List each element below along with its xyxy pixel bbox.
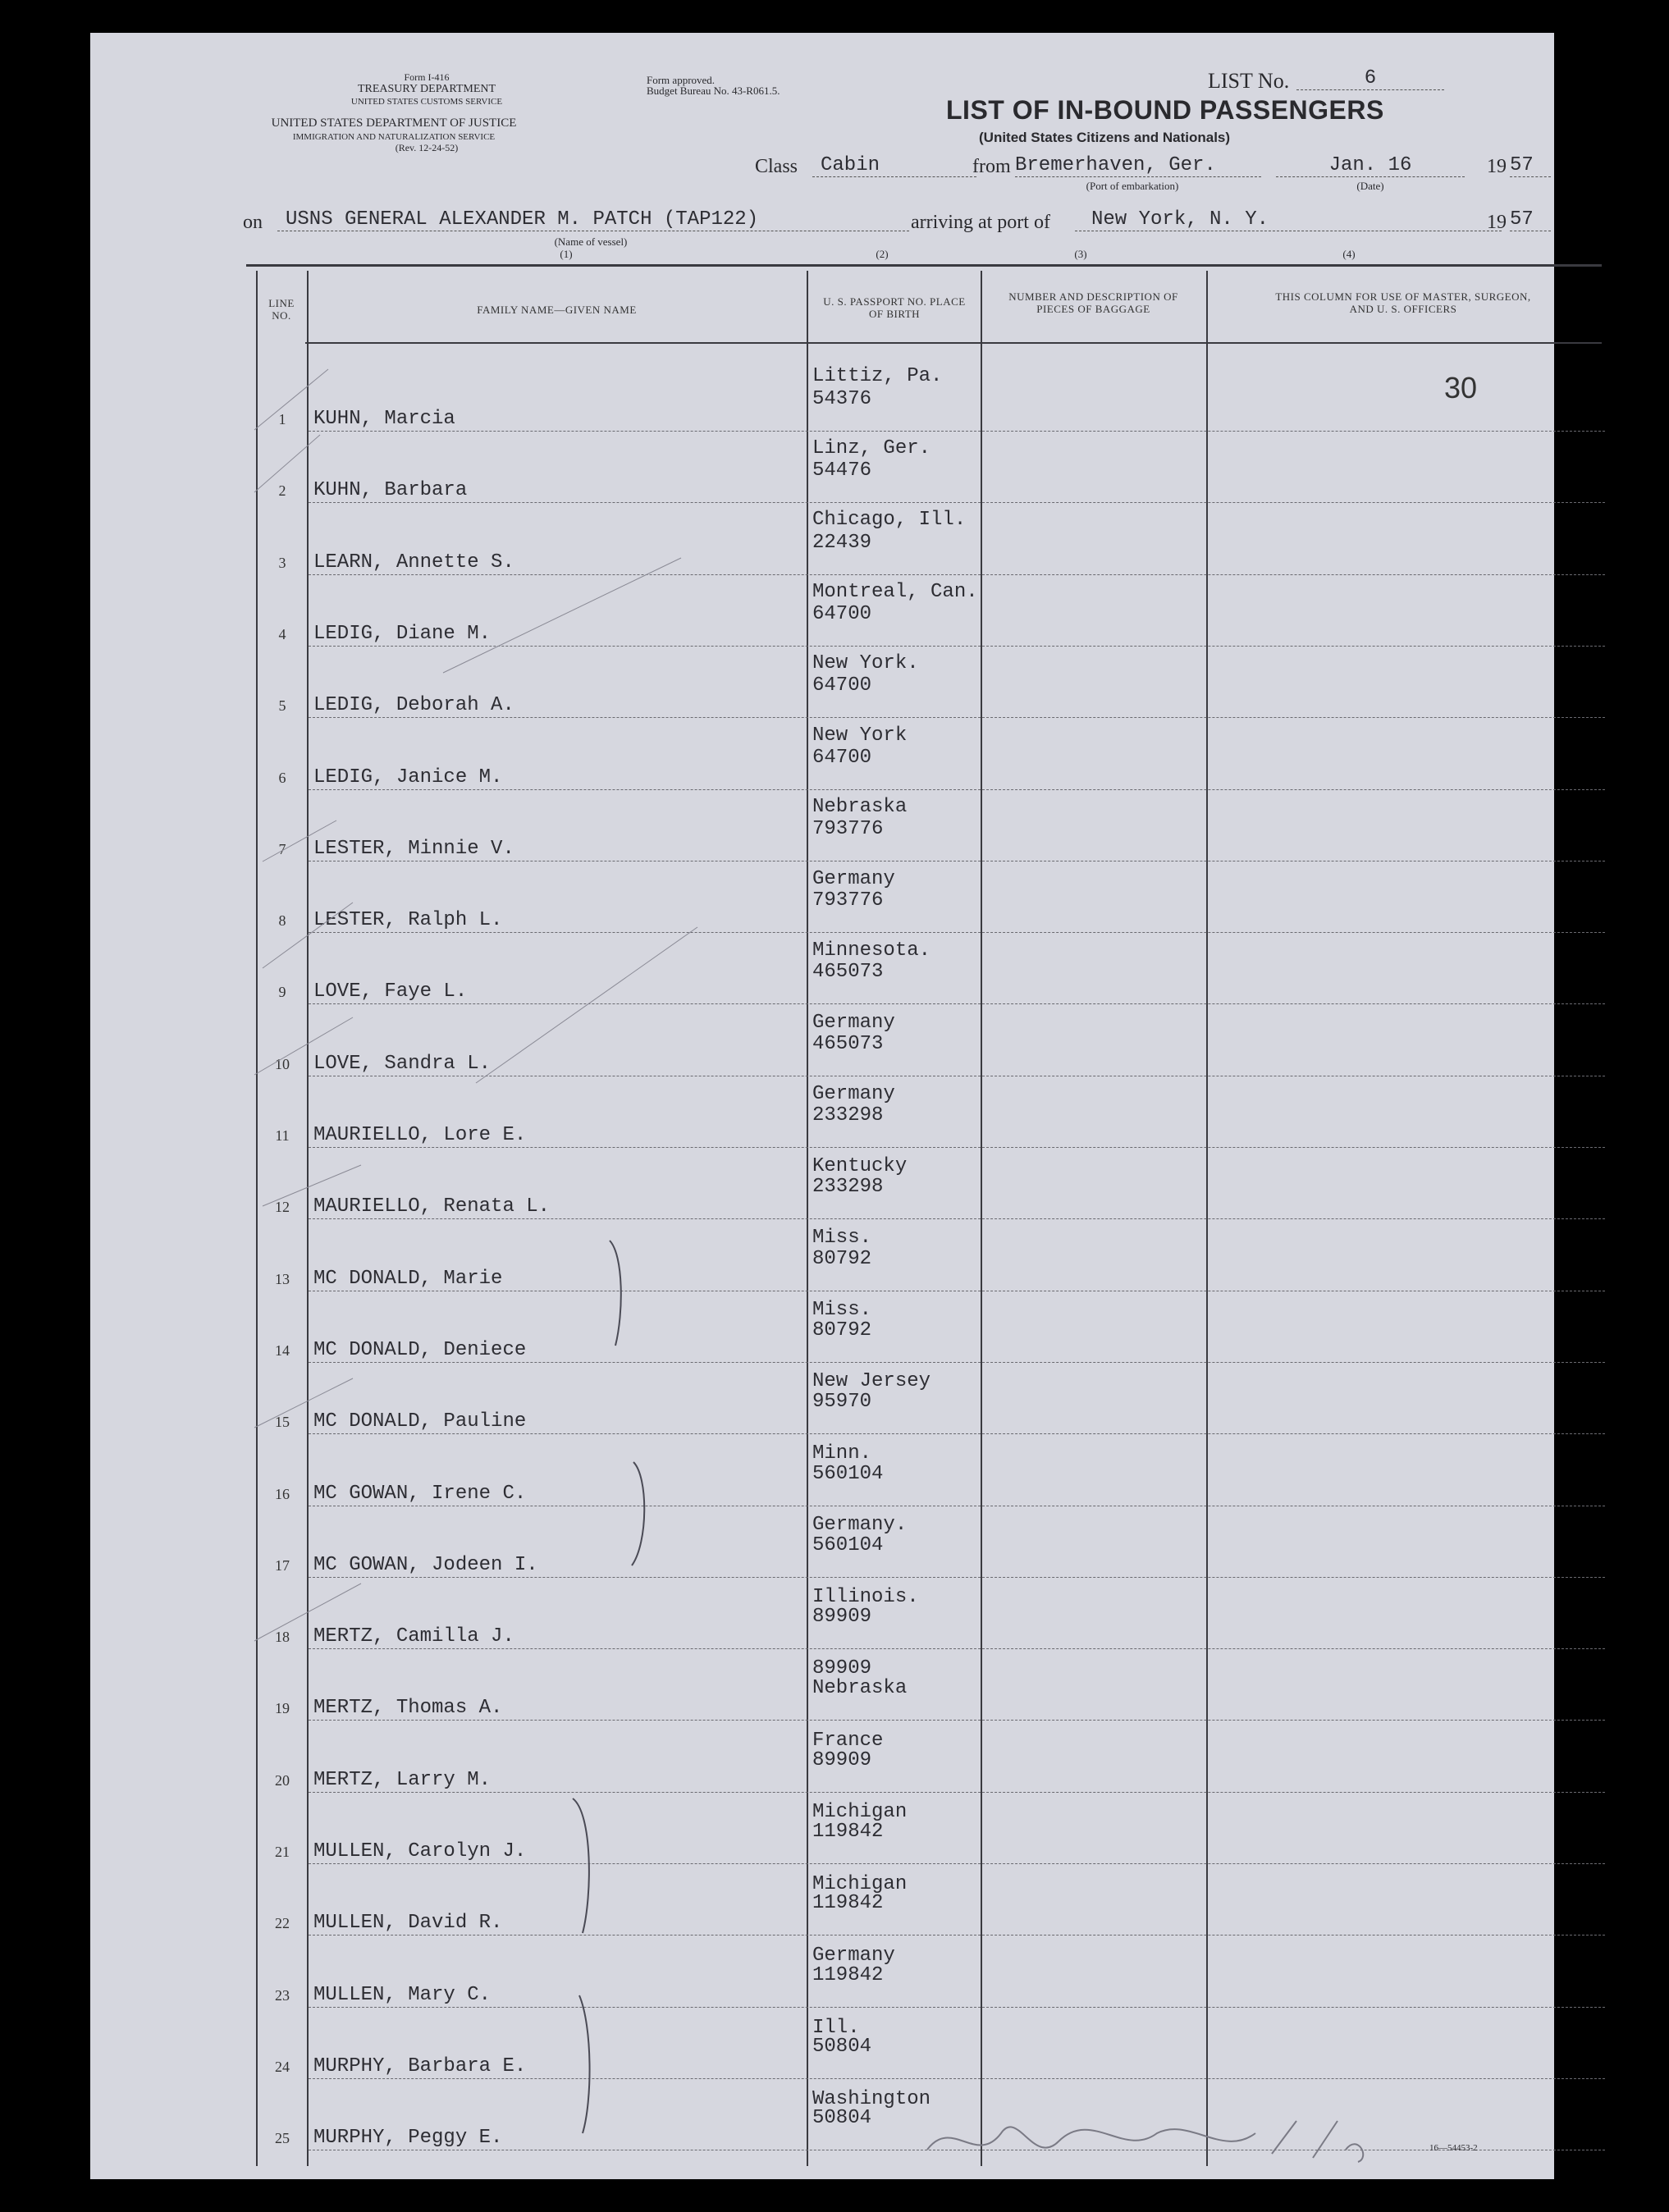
year-prefix-1: 19 (1487, 156, 1507, 177)
line-number: 1 (278, 411, 286, 427)
passport-bottom-line: 50804 (812, 2035, 872, 2058)
passenger-name: LEARN, Annette S. (313, 551, 514, 574)
passport-bottom-line: 54376 (812, 388, 872, 410)
passenger-name: MERTZ, Thomas A. (313, 1697, 503, 1720)
customs-service: UNITED STATES CUSTOMS SERVICE (350, 97, 503, 107)
passenger-name: MULLEN, Carolyn J. (313, 1840, 527, 1862)
passport-top-line: New Jersey (812, 1370, 931, 1392)
from-label: from (972, 156, 1011, 177)
handwriting-marks (90, 33, 1554, 2179)
port-of-embarkation: Bremerhaven, Ger. (1015, 154, 1261, 177)
line-number: 16 (275, 1485, 290, 1502)
passport-bottom-line: 95970 (812, 1391, 872, 1414)
list-no-label: LIST No. (1208, 69, 1290, 93)
page-subtitle: (United States Citizens and Nationals) (979, 130, 1231, 145)
passport-bottom-line: 64700 (812, 674, 872, 697)
form-approved: Form approved. (647, 74, 716, 86)
justice-dept: UNITED STATES DEPARTMENT OF JUSTICE (271, 117, 517, 130)
line-number: 18 (275, 1629, 290, 1646)
passport-top-line: Minnesota. (812, 939, 931, 962)
passport-top-line: Illinois. (812, 1585, 919, 1608)
col-header-line-no: LINE NO. (268, 297, 295, 322)
line-number: 21 (275, 1844, 290, 1860)
passenger-name: MC GOWAN, Jodeen I. (313, 1553, 538, 1576)
line-number: 5 (278, 697, 286, 715)
line-number: 19 (275, 1700, 290, 1717)
passenger-name: MAURIELLO, Lore E. (313, 1124, 527, 1146)
passport-top-line: 89909 (812, 1657, 872, 1680)
passenger-list-page (90, 33, 1554, 2179)
line-number: 6 (278, 769, 286, 786)
class-value: Cabin (812, 154, 976, 177)
line-number: 22 (275, 1915, 290, 1932)
signature (927, 2121, 1363, 2162)
passenger-name: MURPHY, Peggy E. (313, 2127, 503, 2150)
arrival-port: New York, N. Y. (1075, 208, 1502, 231)
budget-bureau: Budget Bureau No. 43-R061.5. (647, 85, 780, 97)
col-header-name: FAMILY NAME—GIVEN NAME (477, 304, 637, 316)
line-number: 12 (275, 1199, 290, 1216)
passenger-name: KUHN, Marcia (313, 408, 455, 430)
col-num-3: (3) (1074, 248, 1087, 260)
year-1: 57 (1510, 154, 1551, 177)
passenger-name: MAURIELLO, Renata L. (313, 1195, 551, 1218)
line-number: 2 (278, 482, 286, 500)
passenger-name: MERTZ, Camilla J. (313, 1625, 514, 1648)
revision-date: (Rev. 12-24-52) (395, 142, 459, 153)
passport-top-line: Germany (812, 1011, 895, 1034)
list-no-value: 6 (1296, 67, 1444, 90)
passport-bottom-line: 22439 (812, 531, 872, 554)
passport-bottom-line: 89909 (812, 1606, 872, 1629)
on-label: on (243, 212, 263, 233)
passport-top-line: New York (812, 724, 908, 747)
passport-bottom-line: 233298 (812, 1104, 884, 1127)
passport-bottom-line: 50804 (812, 2107, 872, 2130)
line-number: 23 (275, 1986, 290, 2004)
port-embark-caption: (Port of embarkation) (1086, 180, 1179, 192)
passport-top-line: Linz, Ger. (812, 436, 931, 459)
col-header-baggage: NUMBER AND DESCRIPTION OF PIECES OF BAGGAGE (1008, 290, 1178, 315)
passenger-name: LESTER, Minnie V. (313, 837, 514, 860)
passport-bottom-line: Nebraska (812, 1677, 908, 1700)
officer-note: 30 (1444, 371, 1478, 404)
arriving-label: arriving at port of (911, 212, 1050, 233)
passenger-name: MC DONALD, Marie (313, 1267, 503, 1290)
col-num-2: (2) (876, 248, 889, 260)
passport-bottom-line: 119842 (812, 1892, 884, 1915)
col-header-officers: THIS COLUMN FOR USE OF MASTER, SURGEON, AND U. S. OFFICERS (1275, 290, 1531, 315)
passenger-name: MULLEN, Mary C. (313, 1983, 492, 2006)
line-number: 10 (275, 1055, 290, 1072)
col-num-1: (1) (560, 248, 573, 260)
year-prefix-2: 19 (1487, 212, 1507, 233)
vessel-name: USNS GENERAL ALEXANDER M. PATCH (TAP122) (277, 208, 909, 231)
line-number: 24 (275, 2058, 290, 2075)
passport-top-line: Littiz, Pa. (812, 365, 943, 387)
passport-top-line: Michigan (812, 1872, 908, 1895)
passport-top-line: Miss. (812, 1227, 872, 1249)
passport-top-line: Montreal, Can. (812, 580, 978, 603)
line-number: 7 (278, 840, 286, 857)
line-number: 9 (278, 984, 286, 1001)
line-number: 4 (278, 625, 286, 642)
col-header-passport: U. S. PASSPORT NO. PLACE OF BIRTH (823, 295, 966, 320)
passenger-name: LESTER, Ralph L. (313, 909, 503, 932)
line-number: 11 (275, 1127, 290, 1144)
passenger-name: MURPHY, Barbara E. (313, 2054, 527, 2077)
year-2: 57 (1510, 208, 1551, 231)
passenger-name: MERTZ, Larry M. (313, 1768, 492, 1791)
line-number: 14 (275, 1341, 290, 1359)
passenger-name: KUHN, Barbara (313, 479, 468, 502)
line-number: 15 (275, 1414, 290, 1431)
passenger-name: LEDIG, Diane M. (313, 622, 492, 645)
passport-top-line: Michigan (812, 1801, 908, 1823)
passport-top-line: Kentucky (812, 1154, 908, 1177)
passport-top-line: Nebraska (812, 796, 908, 818)
line-number: 13 (275, 1270, 290, 1287)
passport-top-line: Washington (812, 2088, 931, 2110)
line-number: 20 (275, 1771, 290, 1789)
passenger-name: LEDIG, Janice M. (313, 766, 503, 788)
passport-bottom-line: 560104 (812, 1533, 884, 1556)
passport-bottom-line: 80792 (812, 1247, 872, 1270)
passport-top-line: Ill. (812, 2016, 860, 2039)
passenger-name: MC GOWAN, Irene C. (313, 1482, 527, 1505)
passport-bottom-line: 560104 (812, 1462, 884, 1485)
passenger-name: MC DONALD, Pauline (313, 1410, 527, 1433)
col-num-4: (4) (1342, 248, 1356, 260)
treasury-dept: TREASURY DEPARTMENT (357, 83, 496, 95)
line-number: 3 (278, 554, 286, 571)
date-caption: (Date) (1356, 180, 1384, 192)
passport-bottom-line: 793776 (812, 817, 884, 840)
passport-top-line: France (812, 1729, 884, 1752)
line-number: 17 (275, 1556, 290, 1574)
passport-bottom-line: 80792 (812, 1319, 872, 1341)
passenger-name: MC DONALD, Deniece (313, 1338, 527, 1361)
passport-top-line: Chicago, Ill. (812, 509, 967, 531)
passport-bottom-line: 64700 (812, 746, 872, 769)
passport-top-line: Miss. (812, 1298, 872, 1321)
passport-bottom-line: 89909 (812, 1748, 872, 1771)
passport-bottom-line: 793776 (812, 889, 884, 912)
page-title: LIST OF IN-BOUND PASSENGERS (946, 95, 1384, 125)
form-code: 16—54453-2 (1429, 2143, 1478, 2153)
passport-top-line: Germany (812, 1945, 895, 1967)
line-number: 25 (275, 2130, 290, 2147)
passport-top-line: New York. (812, 652, 919, 674)
passport-bottom-line: 119842 (812, 1821, 884, 1843)
vessel-caption: (Name of vessel) (554, 235, 628, 248)
passport-bottom-line: 233298 (812, 1176, 884, 1199)
passport-top-line: Germany. (812, 1514, 908, 1536)
passenger-name: LEDIG, Deborah A. (313, 694, 514, 717)
passenger-name: LOVE, Sandra L. (313, 1052, 492, 1075)
passenger-name: MULLEN, David R. (313, 1912, 503, 1935)
immigration-service: IMMIGRATION AND NATURALIZATION SERVICE (292, 132, 496, 142)
passenger-name: LOVE, Faye L. (313, 980, 468, 1003)
passport-bottom-line: 119842 (812, 1963, 884, 1986)
passport-bottom-line: 465073 (812, 961, 884, 984)
bracket-marks (573, 1241, 644, 2133)
line-number: 8 (278, 912, 286, 930)
passport-bottom-line: 465073 (812, 1032, 884, 1055)
form-number: Form I-416 (404, 71, 450, 83)
check-marks (254, 369, 697, 1641)
date-value: Jan. 16 (1276, 154, 1465, 177)
passport-top-line: Germany (812, 867, 895, 890)
class-label: Class (755, 156, 798, 177)
passport-top-line: Germany (812, 1083, 895, 1105)
passport-top-line: Minn. (812, 1442, 872, 1465)
passport-bottom-line: 64700 (812, 602, 872, 625)
passport-bottom-line: 54476 (812, 459, 872, 482)
